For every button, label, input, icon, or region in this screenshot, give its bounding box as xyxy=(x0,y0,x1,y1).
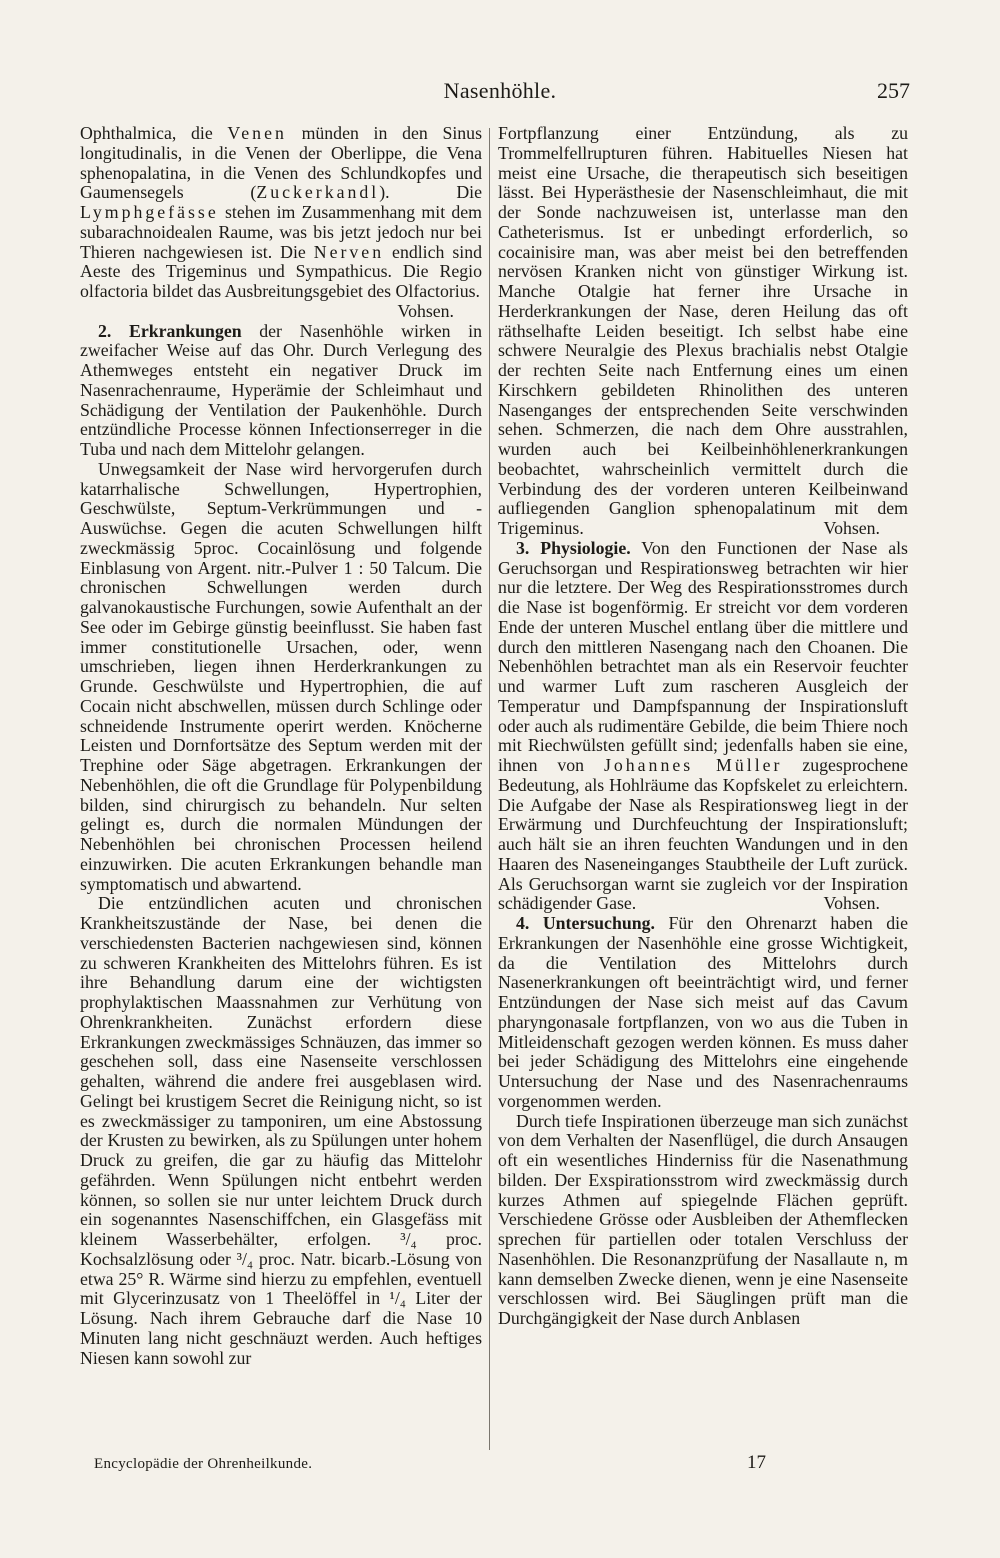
spaced-term: Venen xyxy=(227,123,287,143)
spaced-name: Johannes Müller xyxy=(603,755,783,775)
author-signature: Vohsen. xyxy=(397,300,454,321)
publication-title: Encyclopädie der Ohrenheilkunde. xyxy=(94,1456,313,1472)
author-signature: Vohsen. xyxy=(823,893,880,914)
paragraph: Unwegsamkeit der Nase wird hervorgerufen durch katarrhalische Schwellungen, Hypertrophien, Geschwülste, Septum-Verkrümmungen und -Auswüchse. Gegen die acuten Schwellungen hilft zweckmässig 5proc. Cocainlösung und folgende Einblasung von Argent. nitr.-Pulver 1 : 50 Talcum. Die chronischen Schwellungen werden durch galvanokaustische Furchungen, sowie Aufenthalt an der See oder im Gebirge günstig beeinflusst. Sie haben fast immer constitutionelle Ursachen, oder, wenn umschrieben, liegen ihnen Herderkrankungen zu Grunde. Geschwülste und Hypertrophien, die auf Cocain nicht abschwellen, müssen durch Schlinge oder schneidende Instrumente operirt werden. Knöcherne Leisten und Dornfortsätze des Septum werden mit der Trephine oder Säge abgetragen. Erkrankungen der Nebenhöhlen, die oft die Grundlage für Polypenbildung bilden, sind chirurgisch zu behandeln. Nur selten gelingt es, durch die normalen Mündungen der Nebenhöhlen bei chronischen Processen heilend einzuwirken. Die acuten Erkrankungen behandle man symptomatisch und abwartend. xyxy=(80,458,482,894)
section-heading: 4. Untersuchung. xyxy=(516,913,655,933)
paragraph xyxy=(498,539,908,914)
text-run: der Nasenhöhle wirken in zweifacher Weise auf das Ohr. Durch Verlegung des Athemweges entsteht ein negativer Druck im Nasenrachenraume, Hyperämie der Schleimhaut und Schädigung der Ventilation der Paukenhöhle. Durch entzündliche Processe können Infectionserreger in die Tuba und nach dem Mittelohr gelangen. xyxy=(80,320,482,459)
author-signature: Vohsen. xyxy=(823,518,880,538)
text-run: Ophthalmica, die xyxy=(80,123,228,143)
paragraph xyxy=(80,322,482,460)
paragraph: Durch tiefe Inspirationen überzeuge man sich zunächst von dem Verhalten der Nasenflügel, die durch Ansaugen oft ein wesentliches Hinderniss für die Nasenathmung bilden. Der Exspirationsstrom wird zweckmässig durch kurzes Athmen auf spiegelnde Flächen geprüft. Verschiedene Grösse oder Ausbleiben der Athemflecken sprechen für partiellen oder totalen Verschluss der Nasenhöhlen. Die Resonanzprüfung der Nasallaute n, m kann demselben Zwecke dienen, wenn je eine Nasenseite verschlossen wird. Bei Säuglingen prüft man die Durchgängigkeit der Nase durch Anblasen xyxy=(498,1110,908,1328)
spaced-term: Lymphgefässe xyxy=(80,202,219,222)
running-head-title: Nasenhöhle. xyxy=(443,78,557,103)
text-run: zugesprochene Bedeutung, als Hohlräume das Kopfskelet zu erleichtern. Die Aufgabe der Nase als Respirationsweg liegt in der Erwärmung und Durchfeuchtung der Inspirationsluft; auch hält sie an ihren feuchten Wandungen und in den Haaren des Naseneinganges Staubtheile der Luft zurück. Als Geruchsorgan warnt sie zugleich vor der Inspiration schädigender Gase. xyxy=(498,755,908,914)
text-run: Für den Ohrenarzt haben die Erkrankungen der Nasenhöhle eine grosse Wichtigkeit, da die Ventilation des Mittelohrs durch Nasenerkrankungen oft beeinträchtigt wird, und ferner Entzündungen der Nase sich meist auf das Cavum pharyngonasale fortpflanzen, von wo aus die Tuben in Mitleidenschaft gezogen werden können. Es muss daher bei jeder Schädigung des Mittelohrs eine eingehende Untersuchung der Nase und des Nasenrachenraums vorgenommen werden. xyxy=(498,913,908,1111)
column-divider xyxy=(489,128,490,1450)
paragraph: Die entzündlichen acuten und chronischen Krankheitszustände der Nase, bei denen die verschiedensten Bacterien nachgewiesen sind, können zu schweren Krankheiten des Mittelohrs führen. Es ist ihre Behandlung darum eine der wichtigsten prophylaktischen Maassnahmen zur Verhütung von Ohrenkrankheiten. Zunächst erfordern diese Erkrankungen zweckmässiges Schnäuzen, das immer so geschehen soll, dass eine Nasenseite verschlossen gehalten, während die andere frei ausgeblasen wird. Gelingt bei krustigem Secret die Reinigung nicht, so ist es zweckmässiger zu tamponiren, um eine Abstossung der Krusten zu bewirken, als zu Spülungen unter hohem Druck zu greifen, die gar zu häufig das Mittelohr gefährden. Wenn Spülungen nicht entbehrt werden können, so sollen sie nur unter leichtem Druck durch ein sogenanntes Nasenschiffchen, ein Glasgefäss mit kleinem Wasserbehälter, erfolgen. ³/₄ proc. Kochsalzlösung oder ³/₄ proc. Natr. bicarb.-Lösung von etwa 25° R. Wärme sind hierzu zu empfehlen, eventuell mit Glycerinzusatz von 1 Theelöffel in ¹/₄ Liter der Lösung. Nach ihrem Gebrauche darf die Nase 10 Minuten lang nicht geschnäuzt werden. Auch heftiges Niesen kann sowohl zur xyxy=(80,893,482,1368)
text-run: Fortpflanzung einer Entzündung, als zu Trommelfellrupturen führen. Habituelles Niesen hat meist eine Ursache, die therapeutisch sich beseitigen lässt. Bei Hyperästhesie der Nasenschleimhaut, die mit der Sonde nachzuweisen ist, unterlasse man den Catheterismus. Ist er unbedingt erforderlich, so cocainisire man, was aber meist bei den betreffenden nervösen Kranken nicht von günstiger Wirkung ist. Manche Otalgie hat ferner ihre Ursache in Herderkrankungen der Nase, deren Heilung das oft räthselhafte Leiden beseitigt. Ich selbst habe eine schwere Neuralgie des Plexus brachialis nebst Otalgie der rechten Seite nach Entfernung eines um einen Kirschkern gebildeten Rhinolithen des unteren Nasenganges der entsprechenden Seite verschwinden sehen. Schmerzen, die nach dem Ohre ausstrahlen, wurden auch bei Keilbeinhöhlenerkrankungen beobachtet, wahrscheinlich vermittelt durch die Verbindung des der vorderen unteren Keilbeinwand aufliegenden Ganglion sphenopalatinum mit dem Trigeminus. xyxy=(498,123,908,538)
signature-mark: 17 xyxy=(747,1452,766,1473)
spaced-name: Zuckerkandl xyxy=(256,182,380,203)
paragraph xyxy=(80,123,482,321)
text-run: endlich sind Aeste des Trigeminus und Sympathicus. Die Regio olfactoria bildet das Ausbreitungsgebiet des Olfactorius. xyxy=(80,241,482,301)
text-run: ). Die xyxy=(379,182,482,203)
text-run: münden in den Sinus longitudinalis, in die Venen der Oberlippe, die Vena sphenopalatina, in die Venen des Schlundkopfes und Gaumensegels ( xyxy=(80,123,482,203)
section-heading: 2. Erkrankungen xyxy=(98,320,242,341)
text-run: Von den Functionen der Nase als Geruchsorgan und Respirationsweg betrachten wir hier nur die letztere. Der Weg des Respirationsstromes durch die Nase ist bogenförmig. Er streicht vor dem vorderen Ende der unteren Muschel entlang über die mittlere und durch den mittleren Nasengang nach den Choanen. Die Nebenhöhlen betrachtet man als ein Reservoir feuchter und warmer Luft zum rascheren Ausgleich der Temperatur und Dampfspannung der Inspirationsluft oder auch als rudimentäre Gebilde, die beim Thiere noch mit Riechwülsten gefüllt sind; jedenfalls haben sie eine, ihnen von xyxy=(498,537,908,775)
section-heading: 3. Physiologie. xyxy=(516,537,631,558)
paragraph xyxy=(498,124,908,539)
spaced-term: Nerven xyxy=(313,241,385,262)
paragraph xyxy=(498,914,908,1112)
page-number: 257 xyxy=(877,78,910,103)
right-column xyxy=(498,124,908,1329)
text-run: stehen im Zusammenhang mit dem subarachnoidealen Raume, was bis jetzt jedoch nur bei Thieren nachgewiesen ist. Die xyxy=(80,202,482,262)
left-column xyxy=(80,124,482,1368)
